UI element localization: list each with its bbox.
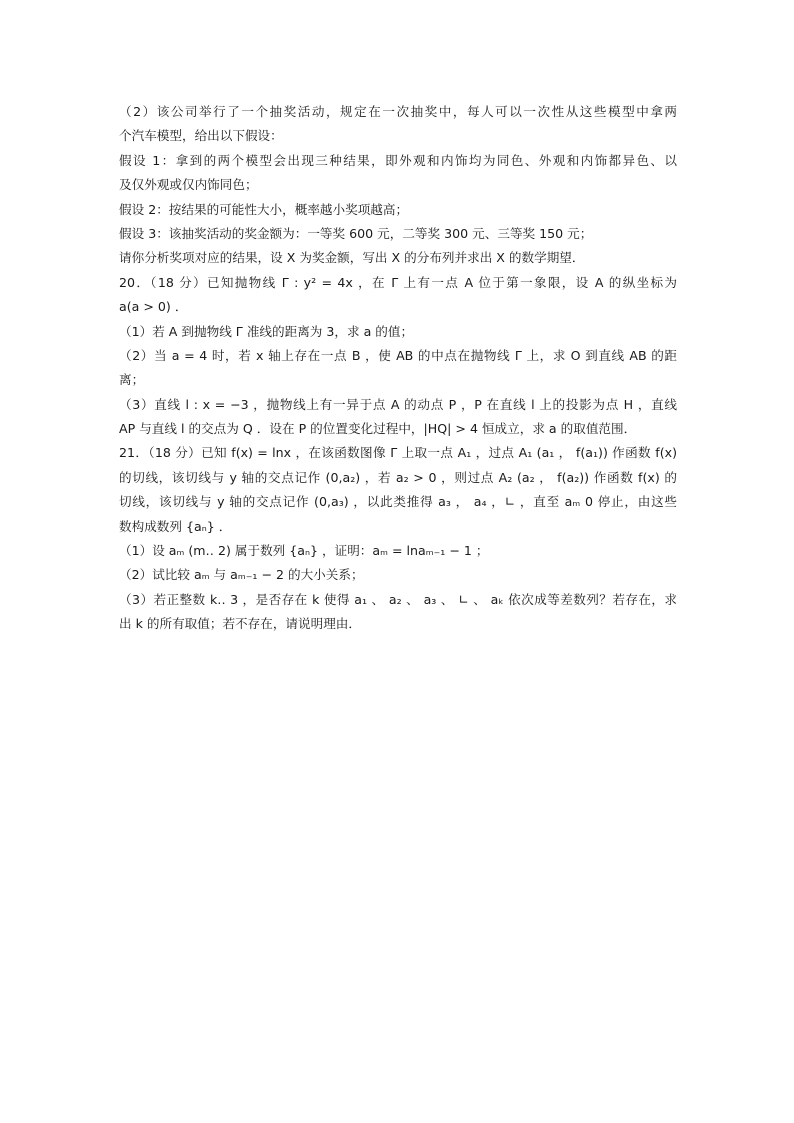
- text-line-q21-part3-cont: 出 k 的所有取值；若不存在，请说明理由．: [119, 616, 361, 632]
- text-line-q19-task: 请你分析奖项对应的结果，设 X 为奖金额，写出 X 的分布列并求出 X 的数学期望．: [119, 250, 585, 266]
- text-line-q20-part2: （2）当 a = 4 时，若 x 轴上存在一点 B ，使 AB 的中点在抛物线 Γ 上，求 O 到直线 AB 的距: [119, 347, 677, 363]
- text-line-q20-part3: （3）直线 l : x = −3 ，抛物线上有一异于点 A 的动点 P ，P 在直线 l 上的投影为点 H ，直线: [119, 396, 677, 412]
- text-line-q19-part2-intro: （2）该公司举行了一个抽奖活动，规定在一次抽奖中，每人可以一次性从这些模型中拿两: [119, 104, 677, 119]
- text-line-q21-part3: （3）若正整数 k‥ 3 ，是否存在 k 使得 a₁ 、 a₂ 、 a₃ 、 ∟ 、 aₖ 依次成等差数列？若存在，求: [119, 591, 677, 607]
- document-body: [119, 100, 677, 637]
- text-line-assumption-2: 假设 2：按结果的可能性大小，概率越小奖项越高；: [119, 201, 409, 217]
- text-line-q20-part3-cont: AP 与直线 l 的交点为 Q ．设在 P 的位置变化过程中，|HQ| > 4 恒成立，求 a 的取值范围．: [119, 421, 637, 437]
- text-line-q20-stem: 20．（18 分）已知抛物线 Γ : y² = 4x ，在 Γ 上有一点 A 位于第一象限，设 A 的纵坐标为: [119, 274, 677, 290]
- text-line-q21-stem-cont-1: 的切线，该切线与 y 轴的交点记作 (0,a₂) ，若 a₂ > 0 ，则过点 A₂ (a₂ ， f(a₂)) 作函数 f(x) 的: [119, 469, 677, 485]
- text-line-assumption-3: 假设 3：该抽奖活动的奖金额为：一等奖 600 元，二等奖 300 元、三等奖 150 元；: [119, 225, 593, 241]
- text-line-q20-part2-cont: 离；: [119, 372, 145, 388]
- text-line-q19-part2-intro-cont: 个汽车模型，给出以下假设：: [119, 128, 283, 144]
- text-line-q21-part1: （1）设 aₘ (m‥ 2) 属于数列 {aₙ} ，证明：aₘ = lnaₘ₋₁ − 1 ；: [119, 543, 489, 559]
- text-line-assumption-1-cont: 及仅外观或仅内饰同色；: [119, 177, 258, 193]
- text-line-q21-stem: 21．（18 分）已知 f(x) = lnx ，在该函数图像 Γ 上取一点 A₁ ，过点 A₁ (a₁ ， f(a₁)) 作函数 f(x): [119, 445, 677, 461]
- text-line-q20-stem-cont: a(a > 0) ．: [119, 299, 188, 315]
- text-line-q21-stem-cont-2: 切线，该切线与 y 轴的交点记作 (0,a₃) ，以此类推得 a₃ ， a₄ ，∟ ，直至 aₘ 0 停止，由这些: [119, 494, 677, 510]
- text-line-q20-part1: （1）若 A 到抛物线 Γ 准线的距离为 3，求 a 的值；: [119, 323, 414, 339]
- text-line-q21-stem-cont-3: 数构成数列 {aₙ} ．: [119, 518, 232, 534]
- text-line-q21-part2: （2）试比较 aₘ 与 aₘ₋₁ − 2 的大小关系；: [119, 567, 364, 583]
- text-line-assumption-1: 假设 1：拿到的两个模型会出现三种结果，即外观和内饰均为同色、外观和内饰都异色、以: [119, 152, 677, 168]
